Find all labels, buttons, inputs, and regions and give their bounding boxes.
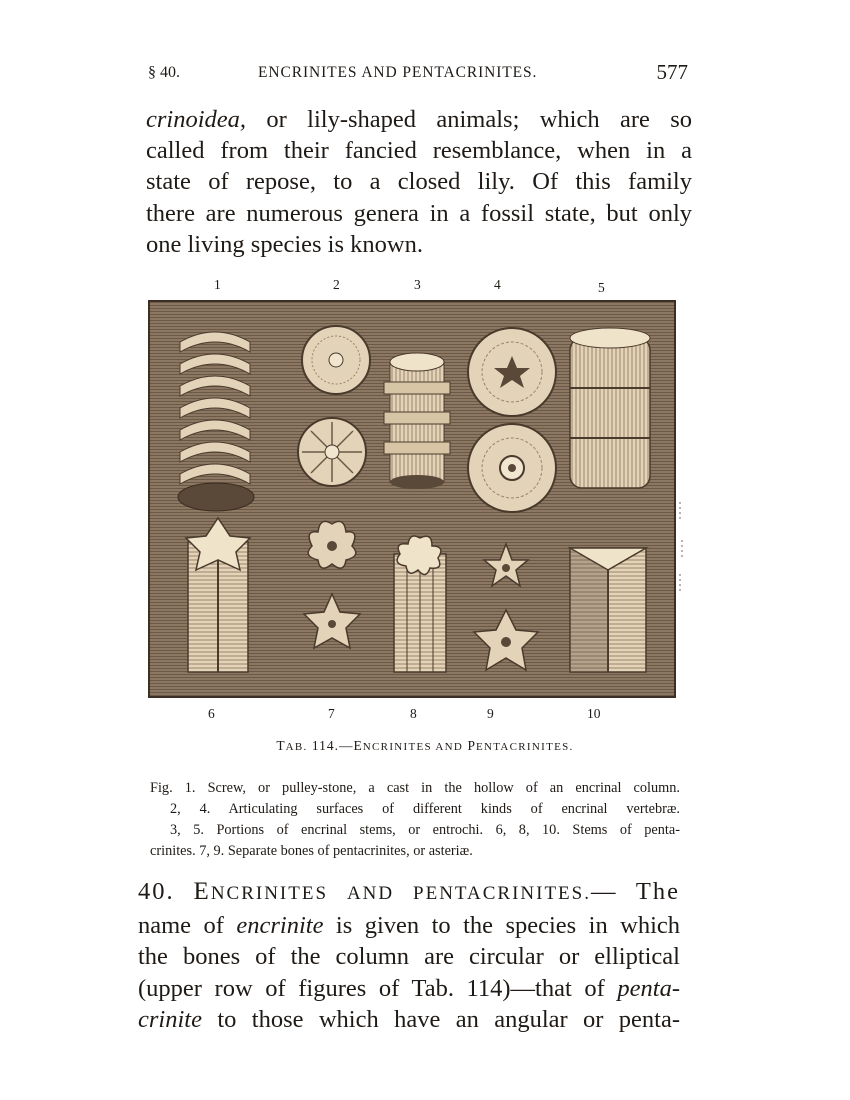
italic-term: crinoidea, <box>146 106 247 133</box>
figure-number-7: 7 <box>328 706 335 721</box>
figure-3-stem <box>384 353 450 489</box>
figure-number-6: 6 <box>208 706 215 721</box>
text-run: name of <box>138 911 224 939</box>
figure-number-5: 5 <box>598 280 605 295</box>
engraved-plate <box>148 300 676 698</box>
heading-run: PENTACRINITES. <box>413 883 591 904</box>
caption-title-run: ENTACRINITES. <box>476 741 574 753</box>
section-40 <box>138 876 680 1036</box>
caption-title-run: 114.—E <box>311 738 363 753</box>
figure-6-stem <box>186 518 250 672</box>
page-number: 577 <box>656 60 688 84</box>
plate-caption-title <box>0 738 850 754</box>
text-line: one living species is known. <box>146 230 423 258</box>
caption-line: crinites. 7, 9. Separate bones of pentacrinites, or asteriæ. <box>150 843 473 859</box>
caption-line: 3, 5. Portions of encrinal stems, or entrochi. 6, 8, 10. Stems of penta- <box>170 822 680 838</box>
italic-term: crinite <box>138 1006 202 1033</box>
lead-paragraph <box>146 104 692 260</box>
heading-run: AND <box>346 883 395 904</box>
figure-number-1: 1 <box>214 277 221 292</box>
heading-run: E <box>193 878 211 905</box>
heading-run: NCRINITES <box>210 883 329 904</box>
text-line: state of repose, to a closed lily. Of this family <box>146 168 692 196</box>
running-title: ENCRINITES AND PENTACRINITES. <box>258 64 538 81</box>
figure-5-entrochus <box>570 328 650 488</box>
text-line <box>138 973 680 1005</box>
text-line <box>138 910 680 942</box>
text-line <box>146 104 692 135</box>
caption-line: Fig. 1. Screw, or pulley-stone, a cast in the hollow of an encrinal column. <box>150 780 680 796</box>
italic-term: encrinite <box>236 911 324 939</box>
figure-number-3: 3 <box>414 277 421 292</box>
text-line: there are numerous genera in a fossil state, but only <box>146 199 692 227</box>
caption-title-run: P <box>463 738 477 753</box>
figure-8-stem <box>394 536 446 672</box>
text-run: to those which have an angular or penta- <box>217 1006 681 1033</box>
text-run: is given to the species in which <box>335 911 681 939</box>
caption-title-run: NCRINITES AND <box>362 741 464 753</box>
text-run: (upper row of figures of Tab. 114)—that of <box>138 974 605 1002</box>
figure-number-9: 9 <box>487 706 494 721</box>
caption-title-run: AB. <box>285 741 308 753</box>
section-mark: § 40. <box>148 64 180 81</box>
edge-marks <box>676 500 686 600</box>
plate-caption-legend <box>150 778 680 862</box>
heading-run: — The <box>590 878 681 905</box>
text-line: the bones of the column are circular or elliptical <box>138 943 680 970</box>
running-header <box>148 62 688 86</box>
plate-illustration <box>150 302 674 696</box>
figure-number-10: 10 <box>587 706 601 721</box>
figure-10-stem <box>570 548 646 672</box>
section-number: 40. <box>138 878 175 905</box>
italic-term: penta- <box>617 974 681 1002</box>
caption-title-run: T <box>276 738 286 753</box>
caption-line: 2, 4. Articulating surfaces of different kinds of encrinal vertebræ. <box>170 801 680 817</box>
section-heading <box>138 876 680 910</box>
figure-number-4: 4 <box>494 277 501 292</box>
text-line <box>138 1004 680 1036</box>
figure-number-2: 2 <box>333 277 340 292</box>
text-line: called from their fancied resemblance, when in a <box>146 137 692 165</box>
figure-number-8: 8 <box>410 706 417 721</box>
text-run: or lily-shaped animals; which are so <box>266 106 692 133</box>
